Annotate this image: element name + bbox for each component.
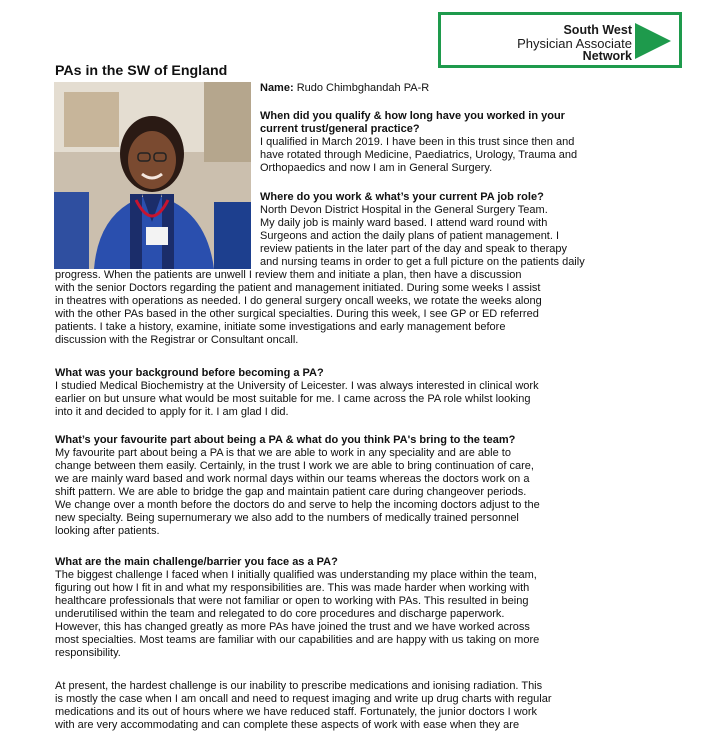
section-answer-line: review patients in the later part of the day and speak to therapy	[260, 243, 567, 255]
section-answer-line: change between them easily. Certainly, in the trust I work we are able to bring continuation of care,	[55, 460, 534, 472]
network-logo	[438, 12, 682, 68]
section-answer-line: is mostly the case when I am oncall and need to request imaging and write up drug charts with regular	[55, 693, 552, 705]
section-answer-line: figuring out how I fit in and what my responsibilities are. This was made harder when working with	[55, 582, 530, 594]
section-answer-line: We change over a month before the doctors do and serve to help the incoming doctors adjust to the	[55, 499, 540, 511]
section-answer-line: healthcare professionals that were not familiar or open to working with PAs. This resulted in being	[55, 595, 529, 607]
section-answer-line: Orthopaedics and now I am in General Surgery.	[260, 162, 493, 174]
section-answer-line: most specialties. Most teams are familiar with our capabilities and are happy with us taking on more	[55, 634, 540, 646]
profile-name	[260, 82, 429, 94]
section-answer-line: into it and decided to apply for it. I am glad I did.	[55, 406, 289, 418]
page-title: PAs in the SW of England	[55, 63, 228, 79]
section-answer-line: discussion with the Registrar or Consultant oncall.	[55, 334, 299, 346]
section-question: Where do you work & what’s your current PA job role?	[260, 191, 544, 203]
section-answer-line: and nursing teams in order to get a full picture on the patients daily	[260, 256, 585, 268]
profile-photo	[54, 82, 251, 269]
section-answer-line: I studied Medical Biochemistry at the University of Leicester. I was always interested in clinical work	[55, 380, 539, 392]
section-background	[55, 367, 539, 419]
section-qualification	[260, 110, 577, 175]
section-answer-line: Surgeons and action the daily plans of patient management. I	[260, 230, 560, 242]
section-answer-line: underutilised within the team and relegated to do core procedures and discharge paperwork.	[55, 608, 505, 620]
section-answer-line: responsibility.	[55, 647, 121, 659]
section-answer-line: progress. When the patients are unwell I review them and initiate a plan, then have a discussion	[55, 269, 522, 281]
section-answer-line: My favourite part about being a PA is that we are able to work in any speciality and are able to	[55, 447, 511, 459]
logo-line-1: South West	[563, 23, 632, 37]
section-answer-line: The biggest challenge I faced when I initially qualified was understanding my place within the team,	[55, 569, 537, 581]
section-answer-line: I qualified in March 2019. I have been in this trust since then and	[260, 136, 575, 148]
section-answer-line: At present, the hardest challenge is our inability to prescribe medications and ionising radiation. This	[55, 680, 543, 692]
section-question: What was your background before becoming a PA?	[55, 367, 324, 379]
section-answer-line: with the other PAs based in the other surgical specialties. During this week, I see GP or ED referred	[55, 308, 539, 320]
section-question: What’s your favourite part about being a PA & what do you think PA's bring to the team?	[55, 434, 516, 446]
section-current-challenge	[55, 680, 552, 732]
section-question: When did you qualify & how long have you worked in your	[260, 110, 565, 122]
section-answer-line: medications and its out of hours where we have reduced staff. Fortunately, the junior doctors I work	[55, 706, 538, 718]
section-answer-line: patients. I take a history, examine, initiate some investigations and early management before	[55, 321, 506, 333]
name-label: Name:	[260, 82, 294, 94]
logo-line-3: Network	[582, 49, 632, 63]
section-answer-line: in theatres with operations as needed. I do general surgery oncall weeks, we rotate the weeks along	[55, 295, 542, 307]
section-answer-line: North Devon District Hospital in the General Surgery Team.	[260, 204, 548, 216]
section-answer-line: shift pattern. We are able to bridge the gap and maintain patient care during changeover periods.	[55, 486, 527, 498]
play-triangle-icon	[631, 20, 673, 62]
logo-text	[447, 24, 632, 63]
section-answer-line: with the senior Doctors regarding the patient and management initiated. During some weeks I assist	[55, 282, 541, 294]
section-question: What are the main challenge/barrier you face as a PA?	[55, 556, 338, 568]
section-job-role-continued	[55, 269, 542, 347]
section-answer-line: earlier on but unsure what would be most suitable for me. I came across the PA role whilst looking	[55, 393, 531, 405]
section-answer-line: looking after patients.	[55, 525, 160, 537]
section-answer-line: we are mainly ward based and work normal days within our teams whereas the doctors work on a	[55, 473, 530, 485]
section-answer-line: My daily job is mainly ward based. I attend ward round with	[260, 217, 548, 229]
section-answer-line: new specialty. Being supernumerary we also add to the numbers of medically trained personnel	[55, 512, 519, 524]
section-question: current trust/general practice?	[260, 123, 420, 135]
section-answer-line: with are very accommodating and can complete these aspects of work with ease when they are	[55, 719, 520, 731]
name-value: Rudo Chimbghandah PA-R	[296, 82, 430, 94]
section-answer-line: have rotated through Medicine, Paediatrics, Urology, Trauma and	[260, 149, 578, 161]
section-challenges	[55, 556, 539, 660]
section-job-role	[260, 191, 585, 269]
section-answer-line: However, this has changed greatly as more PAs have joined the trust and we have worked across	[55, 621, 530, 633]
logo-line-2: Physician Associate	[517, 36, 632, 51]
section-favourite-part	[55, 434, 540, 538]
